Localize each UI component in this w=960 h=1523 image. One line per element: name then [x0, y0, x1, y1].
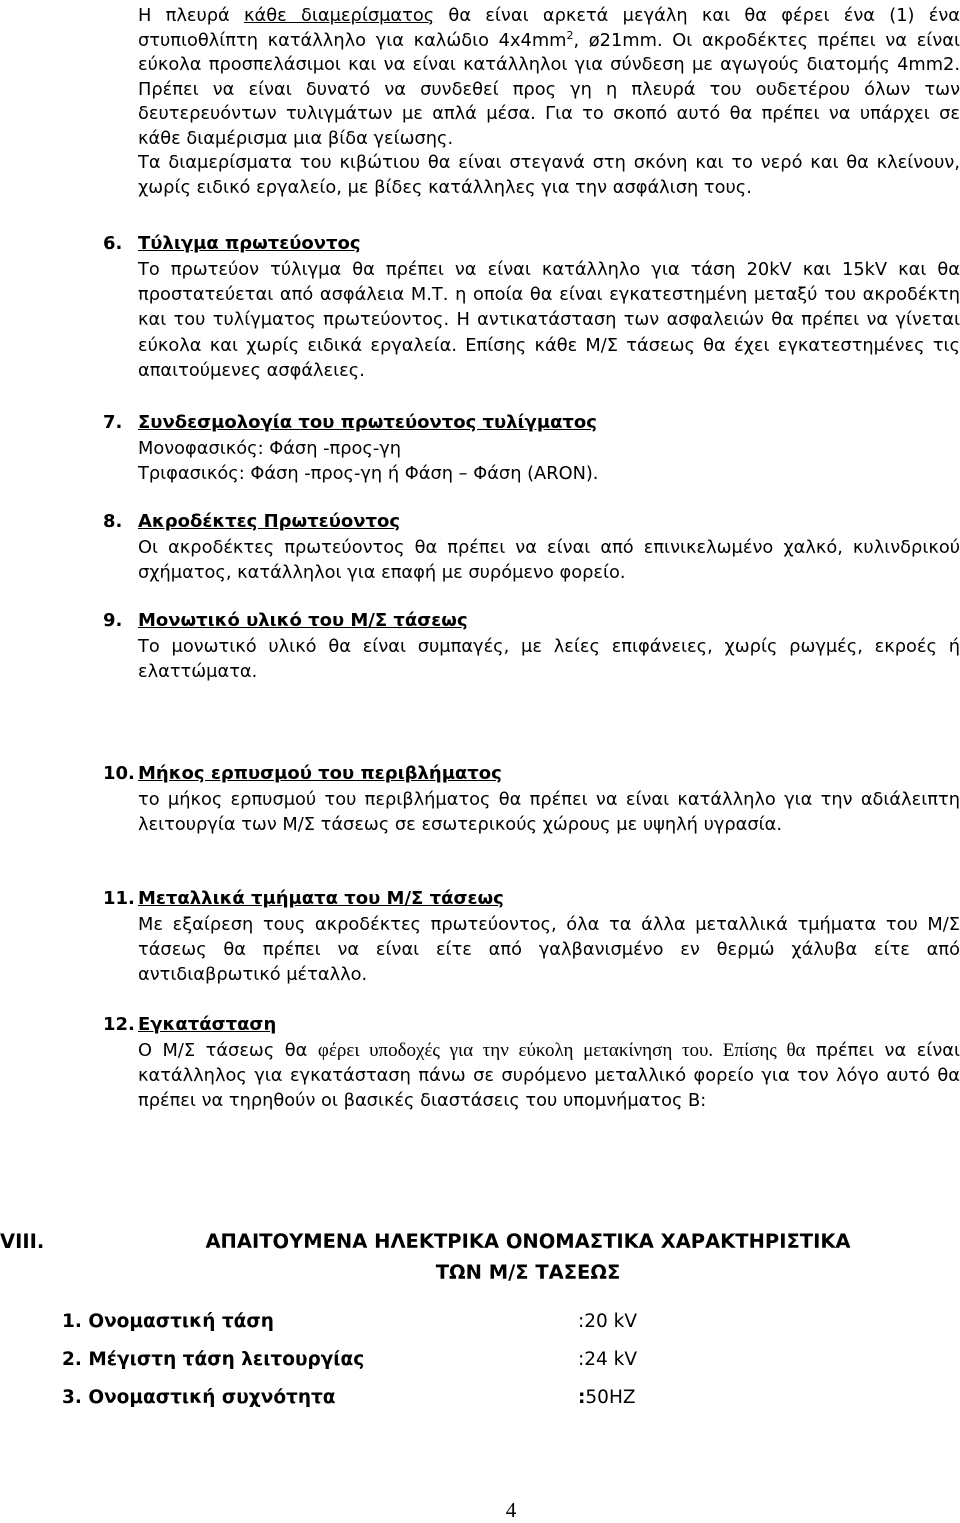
chapter-number: VIII.: [0, 1230, 45, 1253]
section-body: το μήκος ερπυσμού του περιβλήματος θα πρέπει να είναι κατάλληλο για την αδιάλειπτη λειτουργία των Μ/Σ τάσεως σε εσωτερικούς χώρους με υψηλή υγρασία.: [138, 788, 960, 835]
section-title: Εγκατάσταση: [138, 1014, 277, 1035]
intro-paragraph-1: Η πλευρά κάθε διαμερίσματος θα είναι αρκετά μεγάλη και θα φέρει ένα (1) ένα στυπιοθλίπτη κατάλληλο για καλώδιο $4x4mm^2$, ø21mm. Οι ακροδέκτες πρέπει να είναι εύκολα προσπελάσιμοι και να είναι κατάλληλοι για σύνδεση με αγωγούς διατομής 4mm2. Πρέπει να είναι δυνατό να συνδεθεί προς γη η πλευρά του ουδετέρου όλων των δευτερευόντων τυλιγμάτων με απλά μέσα. Για το σκοπό αυτό θα πρέπει να υπάρχει σε κάθε διαμέρισμα μια βίδα γείωσης.: [138, 5, 960, 149]
section-title: Μονωτικό υλικό του Μ/Σ τάσεως: [138, 610, 468, 631]
section-title: Τύλιγμα πρωτεύοντος: [138, 233, 361, 254]
connection-single-phase: Μονοφασικός: Φάση -προς-γη: [138, 437, 402, 459]
section-number: 10.: [103, 763, 135, 784]
section-number: 12.: [103, 1014, 135, 1035]
section-body: [138, 436, 960, 487]
section-number: 8.: [103, 511, 123, 532]
section-body: Οι ακροδέκτες πρωτεύοντος θα πρέπει να είναι από επινικελωμένο χαλκό, κυλινδρικού σχήματος, κατάλληλοι για επαφή με συρόμενο φορείο.: [138, 536, 960, 583]
section-body: Το πρωτεύον τύλιγμα θα πρέπει να είναι κατάλληλο για τάση 20kV και 15kV και θα προστατεύεται από ασφάλεια Μ.Τ. η οποία θα είναι εγκατεστημένη μεταξύ του ακροδέκτη και του τυλίγματος πρωτεύοντος. Η αντικατάσταση των ασφαλειών θα πρέπει να γίνεται εύκολα και χωρίς ειδικά εργαλεία. Επίσης κάθε Μ/Σ τάσεως θα έχει εγκατεστημένες τις απαιτούμενες ασφάλειες.: [138, 258, 960, 382]
section-body: Ο Μ/Σ τάσεως θα φέρει υποδοχές για την εύκολη μετακίνηση του. Επίσης θα πρέπει να είναι κατάλληλος για εγκατάσταση πάνω σε συρόμενο μεταλλικό φορείο για τον λόγο αυτό θα πρέπει να τηρηθούν οι βασικές διαστάσεις του υπομνήματος Β:: [138, 1039, 960, 1112]
intro-text: [138, 4, 960, 200]
section-body: Το μονωτικό υλικό θα είναι συμπαγές, με λείες επιφάνειες, χωρίς ρωγμές, εκροές ή ελαττώματα.: [138, 635, 960, 682]
connection-three-phase: Τριφασικός: Φάση -προς-γη ή Φάση – Φάση (ARON).: [138, 462, 599, 484]
section-number: 7.: [103, 412, 123, 433]
section-number: 11.: [103, 888, 135, 909]
underlined-phrase: κάθε διαμερίσματος: [244, 5, 435, 26]
section-title: Μεταλλικά τμήματα του Μ/Σ τάσεως: [138, 888, 504, 909]
page-number: 4: [505, 1498, 517, 1522]
section-number: 9.: [103, 610, 123, 631]
section-title: Ακροδέκτες Πρωτεύοντος: [138, 511, 400, 532]
section-body: Με εξαίρεση τους ακροδέκτες πρωτεύοντος, όλα τα άλλα μεταλλικά τμήματα του Μ/Σ τάσεως θα πρέπει να είναι είτε από γαλβανισμένο εν θερμώ χάλυβα είτε από αντιδιαβρωτικό μέταλλο.: [138, 913, 960, 986]
section-title: Συνδεσμολογία του πρωτεύοντος τυλίγματος: [138, 412, 597, 433]
section-title: Μήκος ερπυσμού του περιβλήματος: [138, 763, 502, 784]
chapter-title: ΑΠΑΙΤΟΥΜΕΝΑ ΗΛΕΚΤΡΙΚΑ ΟΝΟΜΑΣΤΙΚΑ ΧΑΡΑΚΤΗΡΙΣΤΙΚΑ ΤΩΝ Μ/Σ ΤΑΣΕΩΣ: [205, 1230, 851, 1284]
section-number: 6.: [103, 233, 123, 254]
intro-paragraph-2: Τα διαμερίσματα του κιβώτιου θα είναι στεγανά στη σκόνη και το νερό και θα κλείνουν, χωρίς ειδικό εργαλείο, με βίδες κατάλληλες για την ασφάλιση τους.: [138, 152, 960, 198]
